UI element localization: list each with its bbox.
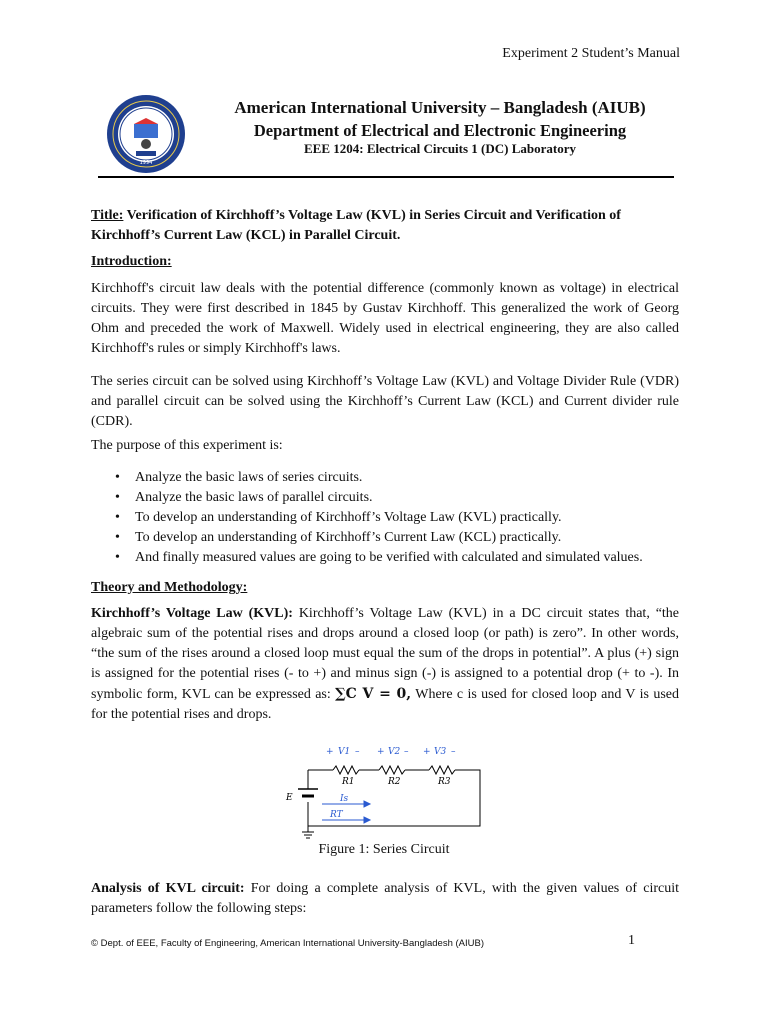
experiment-title xyxy=(91,206,679,246)
minus-sign-1: – xyxy=(355,747,360,757)
minus-sign-3: – xyxy=(451,747,456,757)
series-circuit-diagram xyxy=(278,744,498,840)
header-divider xyxy=(98,176,674,178)
kvl-paragraph xyxy=(91,604,679,725)
kvl-formula: ∑C V = 0, xyxy=(335,686,412,702)
manual-header: Experiment 2 Student’s Manual xyxy=(502,46,680,61)
introduction-heading: Introduction: xyxy=(91,254,172,269)
list-item: • And finally measured values are going to be verified with calculated and simulated values. xyxy=(91,548,691,568)
title-label: Title: xyxy=(91,208,124,223)
figure-caption: Figure 1: Series Circuit xyxy=(318,842,450,857)
purpose-list xyxy=(91,468,691,568)
label-r1: R1 xyxy=(342,777,355,787)
resistor-r2 xyxy=(379,766,405,774)
label-r3: R3 xyxy=(438,777,451,787)
resistor-r1 xyxy=(333,766,359,774)
label-e: E xyxy=(286,793,293,803)
list-item: • Analyze the basic laws of parallel circuits. xyxy=(91,488,691,508)
kvl-label: Kirchhoff’s Voltage Law (KVL): xyxy=(91,606,293,621)
analysis-label: Analysis of KVL circuit: xyxy=(91,881,245,896)
label-is: Is xyxy=(340,794,349,804)
introduction-paragraph-2: The series circuit can be solved using Kirchhoff’s Voltage Law (KVL) and Voltage Divider Rule (VDR) and parallel circuit can be solved using the Kirchhoff’s Current Law (KCL) and Current divider rule (CDR). xyxy=(91,374,679,429)
plus-sign-3: + xyxy=(423,747,431,757)
analysis-text: For doing a complete analysis of KVL, with the given values of circuit parameters follow the following steps: xyxy=(91,881,679,916)
plus-sign-1: + xyxy=(326,747,334,757)
resistor-r3 xyxy=(429,766,455,774)
introduction-paragraph-1: Kirchhoff's circuit law deals with the potential difference (commonly known as voltage) in electrical circuits. They were first described in 1845 by Gustav Kirchhoff. This generalized the work of Georg Ohm and preceded the work of Maxwell. Widely used in electrical engineering, they are also called Kirchhoff's rules or simply Kirchhoff's laws. xyxy=(91,281,679,356)
kvl-text: Kirchhoff’s Voltage Law (KVL) in a DC circuit states that, “the algebraic sum of the potential rises and drops around a closed loop (or path) is zero”. In other words, “the sum of the rises around a closed loop must equal the sum of the drops in potential”. A plus (+) sign is assigned for the potential rises (- to +) and minus sign (-) is assigned to a potential drop (+ to -). In symbolic form, KVL can be expressed as: xyxy=(91,606,680,702)
label-v3: V3 xyxy=(434,747,447,757)
minus-sign-2: – xyxy=(404,747,409,757)
department-name: Department of Electrical and Electronic Engineering xyxy=(253,121,627,140)
university-seal-logo xyxy=(106,94,186,174)
plus-sign-2: + xyxy=(377,747,385,757)
label-v2: V2 xyxy=(388,747,401,757)
title-text: Verification of Kirchhoff’s Voltage Law (KVL) in Series Circuit and Verification of Kirchhoff’s Current Law (KCL) in Parallel Circuit. xyxy=(91,208,621,243)
institution-name: American International University – Bangladesh (AIUB) xyxy=(234,98,646,117)
label-rt: RT xyxy=(330,810,343,820)
list-item: • To develop an understanding of Kirchhoff’s Current Law (KCL) practically. xyxy=(91,528,691,548)
analysis-paragraph xyxy=(91,879,679,919)
list-item: • Analyze the basic laws of series circuits. xyxy=(91,468,691,488)
seal-year: 1994 xyxy=(139,160,153,166)
page-number: 1 xyxy=(628,933,635,948)
theory-heading: Theory and Methodology: xyxy=(91,580,248,595)
kvl-text-2: Where c is used for closed loop and V is used for the potential rises and drops. xyxy=(91,687,679,722)
course-name: EEE 1204: Electrical Circuits 1 (DC) Laboratory xyxy=(304,141,576,156)
introduction-paragraph-3: The purpose of this experiment is: xyxy=(91,438,283,453)
label-r2: R2 xyxy=(388,777,401,787)
list-item: • To develop an understanding of Kirchhoff’s Voltage Law (KVL) practically. xyxy=(91,508,691,528)
footer-text: © Dept. of EEE, Faculty of Engineering, American International University-Bangladesh (AIUB) xyxy=(91,938,484,949)
label-v1: V1 xyxy=(338,747,351,757)
